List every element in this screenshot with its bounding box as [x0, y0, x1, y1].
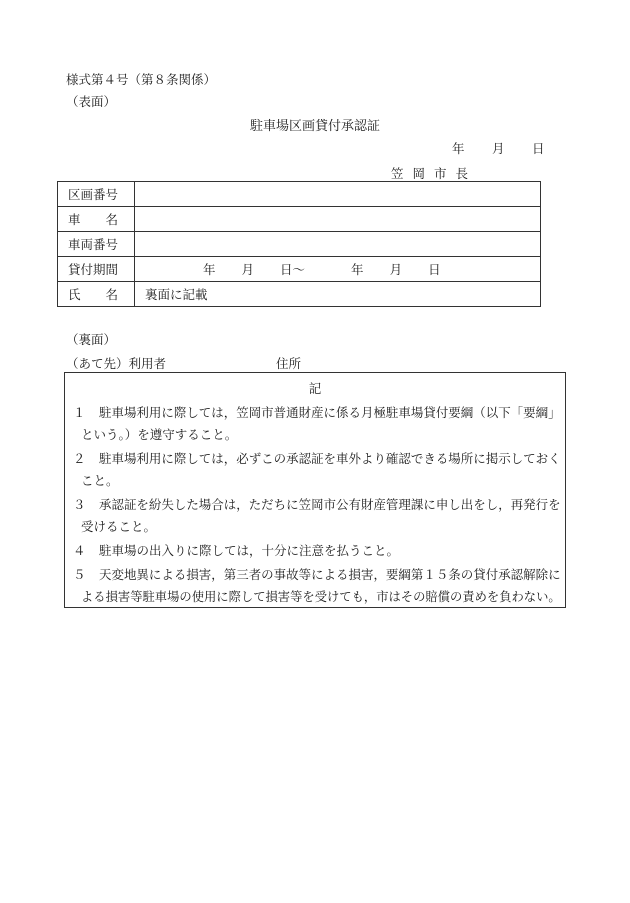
notice-heading: 記: [308, 381, 322, 396]
table-row: [58, 257, 541, 282]
item-line1: 承認証を紛失した場合は，ただちに笠岡市公有財産管理課に申し出をし，再発行を: [99, 497, 561, 512]
row-value: [135, 232, 541, 257]
front-side-label: （表面）: [66, 94, 117, 109]
table-row: [58, 232, 541, 257]
item-line1: 駐車場利用に際しては，笠岡市普通財産に係る月極駐車場貸付要綱（以下「要綱」: [99, 405, 561, 420]
row-label: 車 名: [58, 207, 135, 232]
item-number: ３: [73, 497, 86, 512]
issue-date: [452, 139, 545, 157]
period-to-year: 年: [351, 262, 364, 277]
item-number: ４: [73, 543, 86, 558]
item-line2: 受けること。: [81, 519, 157, 534]
item-number: ５: [73, 567, 86, 582]
row-value: [135, 207, 541, 232]
item-line1: 駐車場の出入りに際しては，十分に注意を払うこと。: [99, 543, 400, 558]
period-from-month: 月: [241, 262, 255, 277]
table-row: [58, 207, 541, 232]
row-label: 貸付期間: [58, 257, 135, 282]
date-day: 日: [532, 141, 545, 156]
item-line1: 天変地異による損害，第三者の事故等による損害，要綱第１５条の貸付承認解除に: [99, 567, 561, 582]
row-label: 車両番号: [58, 232, 135, 257]
form-number-label: 様式第４号（第８条関係）: [66, 72, 217, 87]
period-from-day: 日～: [280, 262, 306, 277]
period-to-month: 月: [389, 262, 403, 277]
date-year: 年: [452, 141, 465, 156]
row-label: 区画番号: [58, 182, 135, 207]
document-title: 駐車場区画貸付承認証: [249, 119, 380, 134]
item-number: １: [73, 405, 86, 420]
item-line2: という。）を遵守すること。: [81, 427, 238, 442]
item-line1: 駐車場利用に際しては，必ずこの承認証を車外より確認できる場所に掲示しておく: [99, 451, 561, 466]
notice-box: [64, 372, 566, 608]
addressee-label: （あて先）利用者: [66, 356, 167, 371]
row-value: 裏面に記載: [135, 282, 541, 307]
loan-period-cell: [135, 257, 541, 282]
address-label: 住所: [276, 356, 302, 371]
date-month: 月: [492, 141, 505, 156]
issuer-name: 笠岡市長: [391, 166, 478, 181]
period-to-day: 日: [428, 262, 441, 277]
item-line2: こと。: [81, 473, 119, 488]
back-side-label: （裏面）: [66, 332, 117, 347]
item-line2: よる損害等駐車場の使用に際して損害等を受けても，市はその賠償の責めを負わない。: [81, 589, 561, 604]
item-number: ２: [73, 451, 86, 466]
approval-table: [57, 181, 541, 307]
row-label: 氏 名: [58, 282, 135, 307]
row-value: [135, 182, 541, 207]
period-from-year: 年: [203, 262, 216, 277]
table-row: [58, 182, 541, 207]
table-row: [58, 282, 541, 307]
